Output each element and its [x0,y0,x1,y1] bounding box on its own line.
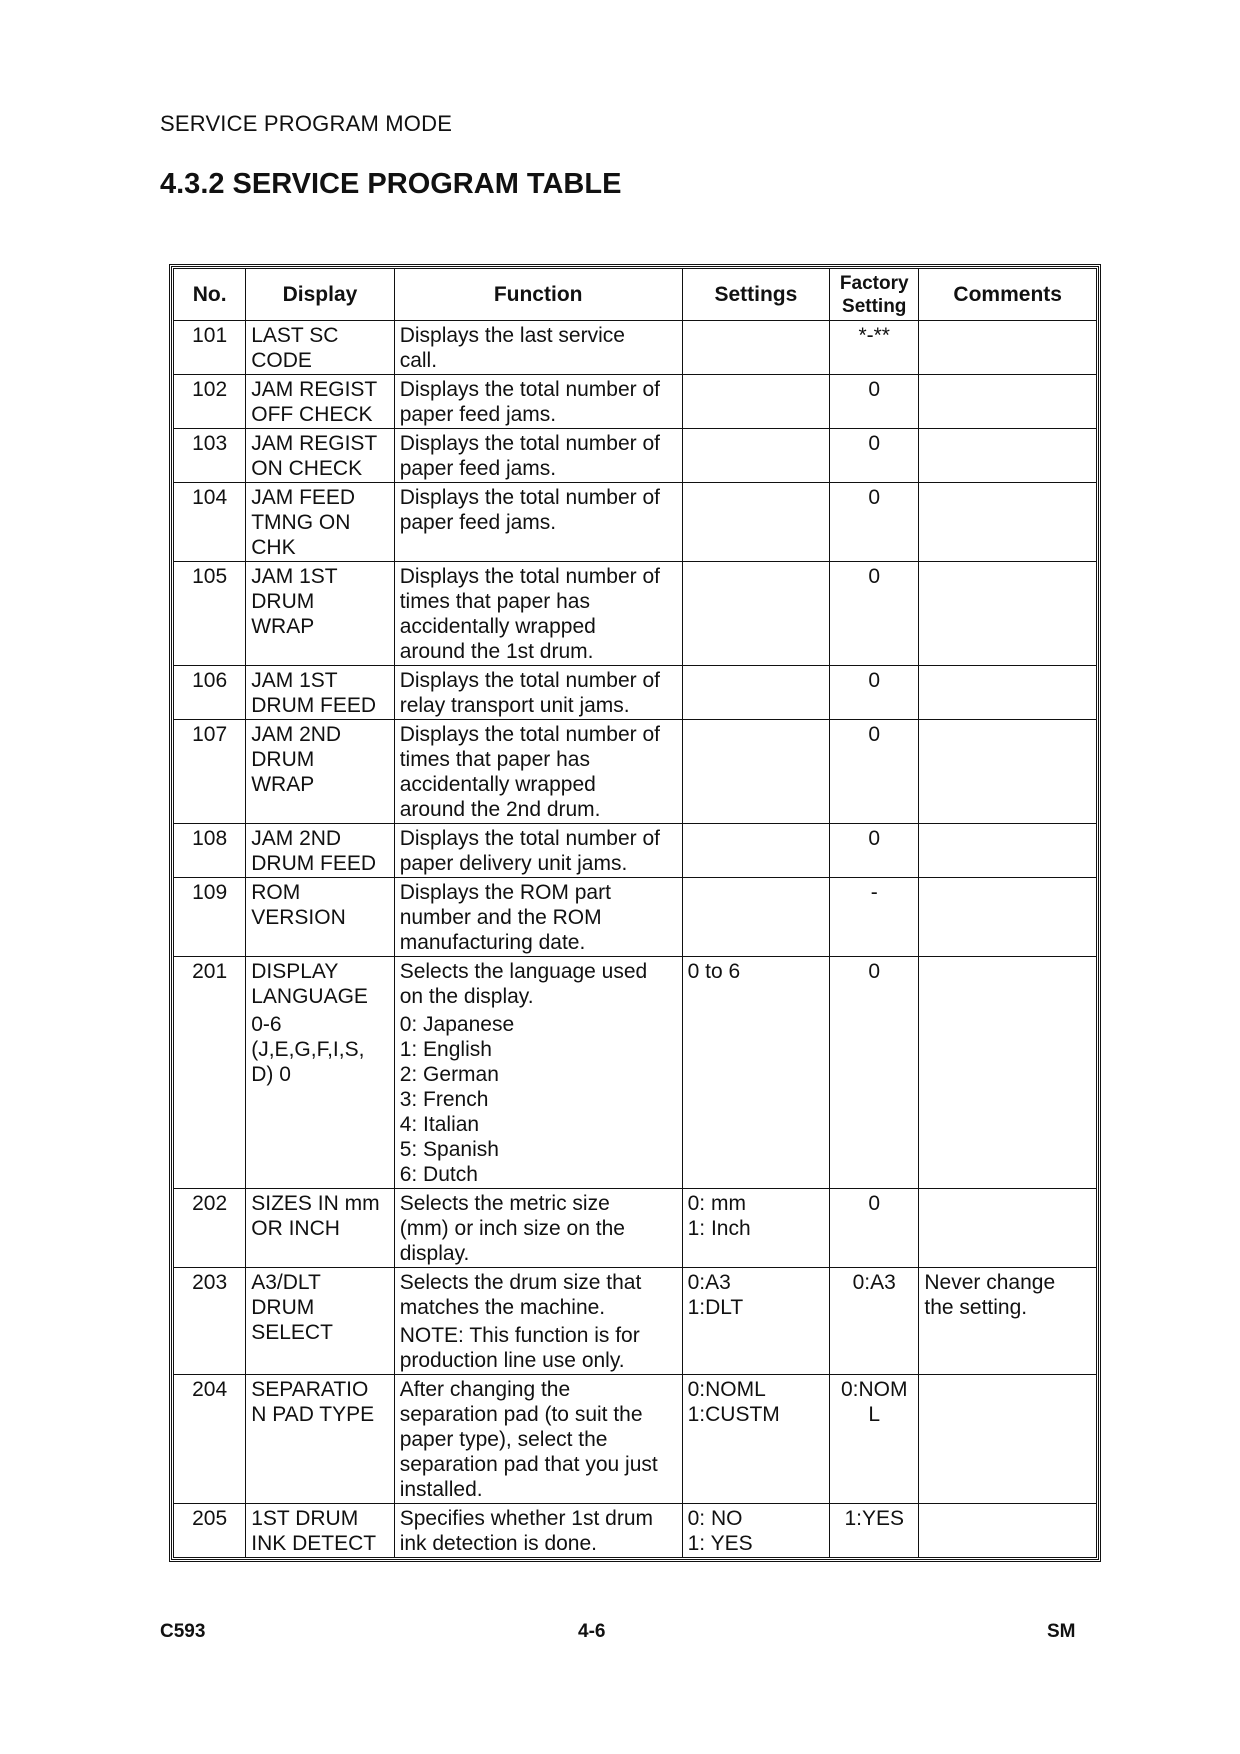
cell-display [246,1268,394,1375]
cell-no: 204 [174,1375,246,1504]
cell-function-line: around the 1st drum. [399,640,594,663]
table-row [174,483,1097,562]
cell-function-line: Selects the drum size that [399,1271,642,1294]
cell-comments [919,957,1097,1189]
cell-no: 109 [174,878,246,957]
cell-factory-setting [830,562,919,666]
cell-function-line: Displays the total number of [399,565,660,588]
cell-display-line: DRUM [251,748,315,771]
cell-function-line: on the display. [399,985,534,1008]
cell-factory-setting [830,483,919,562]
cell-factory-setting-line: 0 [868,565,881,588]
cell-function-line: 5: Spanish [399,1138,499,1161]
cell-display-line: DRUM [251,1296,315,1319]
cell-function [394,1375,682,1504]
cell-function [394,824,682,878]
cell-comments [919,375,1097,429]
table-row [174,824,1097,878]
cell-settings [682,824,829,878]
cell-factory-setting-line: 0 [868,960,881,983]
table-row [174,878,1097,957]
table-row [174,375,1097,429]
cell-display-line: (J,E,G,F,I,S, [251,1038,365,1061]
cell-display-line: N PAD TYPE [251,1403,375,1426]
cell-settings-line: 0:A3 [687,1271,731,1294]
cell-function-line: display. [399,1242,470,1265]
running-head: SERVICE PROGRAM MODE [160,111,453,136]
cell-function [394,321,682,375]
cell-display [246,957,394,1189]
cell-function-line: production line use only. [399,1349,625,1372]
cell-factory-setting-line: 1:YES [844,1507,904,1530]
cell-settings [682,375,829,429]
cell-display-line: ON CHECK [251,457,363,480]
cell-function [394,1504,682,1558]
cell-settings-line: 1: YES [687,1532,753,1555]
cell-factory-setting-line: 0 [868,669,881,692]
cell-comments [919,1268,1097,1375]
cell-display-line: OR INCH [251,1217,340,1240]
table-row [174,1268,1097,1375]
table-header-row [174,269,1097,321]
cell-display-line: D) 0 [251,1063,291,1086]
table-row [174,562,1097,666]
cell-function-line: Displays the ROM part [399,881,611,904]
cell-display [246,824,394,878]
header-comments: Comments [919,269,1097,321]
cell-function-line: Displays the last service [399,324,625,347]
cell-factory-setting [830,1375,919,1504]
cell-display-line: VERSION [251,906,346,929]
cell-display [246,666,394,720]
cell-display-line: DRUM FEED [251,852,377,875]
cell-display-line: JAM REGIST [251,378,378,401]
cell-function [394,562,682,666]
header-factory-setting [830,269,919,321]
header-factory-line2: Setting [842,295,907,317]
cell-function [394,375,682,429]
cell-no: 102 [174,375,246,429]
cell-function [394,1189,682,1268]
footer-manual-code: SM [1047,1621,1076,1642]
cell-settings [682,1268,829,1375]
cell-comments [919,321,1097,375]
cell-factory-setting [830,824,919,878]
cell-factory-setting [830,321,919,375]
table-row [174,666,1097,720]
service-program-table-frame [169,264,1101,1562]
cell-settings [682,957,829,1189]
cell-display [246,429,394,483]
cell-factory-setting-line: *-** [858,324,890,347]
cell-settings-line: 0 to 6 [687,960,741,983]
footer-page-number: 4-6 [578,1621,606,1642]
cell-display [246,878,394,957]
cell-function-line: manufacturing date. [399,931,586,954]
cell-function-line: 6: Dutch [399,1163,478,1186]
cell-function-line: paper delivery unit jams. [399,852,628,875]
cell-display [246,720,394,824]
cell-no: 105 [174,562,246,666]
cell-function-line: separation pad that you just [399,1453,658,1476]
cell-no: 205 [174,1504,246,1558]
cell-factory-setting [830,957,919,1189]
cell-factory-setting-line: 0 [868,827,881,850]
cell-settings [682,483,829,562]
cell-display-line: JAM 2ND [251,827,342,850]
cell-settings-line: 0:NOML [687,1378,766,1401]
cell-comments [919,666,1097,720]
cell-display-line: 0-6 [251,1013,282,1036]
cell-settings [682,720,829,824]
cell-display-line: LANGUAGE [251,985,368,1008]
cell-function-line: Displays the total number of [399,486,660,509]
cell-function-line: Displays the total number of [399,723,660,746]
cell-display-line: WRAP [251,615,315,638]
cell-function-line: Displays the total number of [399,827,660,850]
cell-no: 108 [174,824,246,878]
cell-no: 104 [174,483,246,562]
cell-settings [682,1375,829,1504]
cell-display [246,562,394,666]
cell-function-line: paper feed jams. [399,457,557,480]
cell-settings-line: 1: Inch [687,1217,751,1240]
cell-function-line: times that paper has [399,590,590,613]
cell-function-line: accidentally wrapped [399,615,596,638]
cell-display-line: JAM FEED [251,486,356,509]
cell-comments [919,1375,1097,1504]
cell-display-line: LAST SC [251,324,339,347]
cell-settings [682,666,829,720]
cell-function-line: 3: French [399,1088,489,1111]
cell-function-line: Displays the total number of [399,378,660,401]
cell-factory-setting [830,720,919,824]
cell-settings [682,321,829,375]
cell-display-line: A3/DLT [251,1271,321,1294]
cell-factory-setting [830,375,919,429]
cell-function [394,957,682,1189]
cell-function-line: matches the machine. [399,1296,606,1319]
cell-comments [919,1189,1097,1268]
cell-function-line: Selects the language used [399,960,648,983]
cell-factory-setting-line: 0 [868,432,881,455]
cell-display-line: 1ST DRUM [251,1507,359,1530]
cell-factory-setting-line: 0 [868,723,881,746]
cell-function-line: separation pad (to suit the [399,1403,643,1426]
cell-function [394,878,682,957]
footer-model: C593 [160,1621,206,1642]
cell-function-line: call. [399,349,438,372]
cell-display-line: WRAP [251,773,315,796]
cell-function-line: installed. [399,1478,483,1501]
cell-comments [919,824,1097,878]
header-no: No. [174,269,246,321]
cell-display-line: OFF CHECK [251,403,373,426]
cell-factory-setting-line: 0:A3 [852,1271,896,1294]
cell-settings [682,429,829,483]
cell-no: 107 [174,720,246,824]
cell-display [246,1504,394,1558]
cell-factory-setting [830,666,919,720]
cell-comments [919,483,1097,562]
cell-factory-setting [830,1189,919,1268]
header-factory-line1: Factory [839,272,909,294]
cell-display-line: CHK [251,536,296,559]
cell-function-line: 4: Italian [399,1113,480,1136]
cell-function-line: paper type), select the [399,1428,608,1451]
service-program-table [173,268,1097,1558]
cell-settings-line: 1:CUSTM [687,1403,780,1426]
cell-function [394,666,682,720]
cell-settings-line: 0: mm [687,1192,746,1215]
table-row [174,429,1097,483]
cell-display-line: DRUM FEED [251,694,377,717]
cell-settings [682,1189,829,1268]
section-title: 4.3.2 SERVICE PROGRAM TABLE [160,168,622,200]
cell-display-line: CODE [251,349,312,372]
cell-comments [919,1504,1097,1558]
cell-comments-line: the setting. [924,1296,1028,1319]
cell-no: 103 [174,429,246,483]
cell-display-line: SELECT [251,1321,333,1344]
cell-factory-setting-line: 0 [868,1192,881,1215]
cell-function-line: Displays the total number of [399,432,660,455]
cell-display-line: JAM 1ST [251,565,338,588]
cell-function [394,1268,682,1375]
cell-function-line: around the 2nd drum. [399,798,601,821]
cell-display-line: JAM 1ST [251,669,338,692]
cell-function-line: Selects the metric size [399,1192,610,1215]
cell-factory-setting-line: 0:NOM [840,1378,908,1401]
cell-settings-line: 0: NO [687,1507,743,1530]
cell-display-line: SEPARATIO [251,1378,369,1401]
header-settings: Settings [682,269,829,321]
header-function: Function [394,269,682,321]
cell-settings [682,562,829,666]
cell-settings [682,878,829,957]
cell-function-line: 2: German [399,1063,499,1086]
cell-function-line: Displays the total number of [399,669,660,692]
table-row [174,1504,1097,1558]
cell-function-line: NOTE: This function is for [399,1324,640,1347]
cell-function-line: paper feed jams. [399,511,557,534]
cell-no: 201 [174,957,246,1189]
cell-display-line: DISPLAY [251,960,339,983]
cell-function-line: (mm) or inch size on the [399,1217,625,1240]
cell-settings [682,1504,829,1558]
cell-function-line: After changing the [399,1378,571,1401]
cell-no: 203 [174,1268,246,1375]
cell-display-line: JAM 2ND [251,723,342,746]
cell-factory-setting-line: L [868,1403,881,1426]
cell-function [394,429,682,483]
cell-no: 202 [174,1189,246,1268]
cell-no: 101 [174,321,246,375]
table-body [174,321,1097,1558]
cell-display [246,1375,394,1504]
cell-function-line: accidentally wrapped [399,773,596,796]
cell-display-line: SIZES IN mm [251,1192,380,1215]
cell-display [246,483,394,562]
table-row [174,321,1097,375]
table-row [174,1189,1097,1268]
cell-function-line: Specifies whether 1st drum [399,1507,653,1530]
cell-display-line: INK DETECT [251,1532,377,1555]
cell-factory-setting [830,429,919,483]
cell-comments [919,429,1097,483]
cell-function-line: paper feed jams. [399,403,557,426]
cell-comments [919,720,1097,824]
cell-factory-setting [830,1504,919,1558]
cell-factory-setting [830,878,919,957]
table-row [174,957,1097,1189]
cell-settings-line: 1:DLT [687,1296,744,1319]
cell-display-line: DRUM [251,590,315,613]
cell-display-line: TMNG ON [251,511,351,534]
cell-display-line: JAM REGIST [251,432,378,455]
cell-function-line: 1: English [399,1038,492,1061]
cell-function-line: 0: Japanese [399,1013,515,1036]
cell-comments [919,878,1097,957]
cell-function-line: number and the ROM [399,906,602,929]
cell-comments [919,562,1097,666]
cell-function [394,483,682,562]
cell-comments-line: Never change [924,1271,1056,1294]
cell-function-line: ink detection is done. [399,1532,597,1555]
cell-function-line: times that paper has [399,748,590,771]
cell-display [246,375,394,429]
cell-function-line: relay transport unit jams. [399,694,630,717]
cell-no: 106 [174,666,246,720]
cell-factory-setting [830,1268,919,1375]
cell-function [394,720,682,824]
cell-factory-setting-line: 0 [868,486,881,509]
cell-factory-setting-line: 0 [868,378,881,401]
cell-display-line: ROM [251,881,301,904]
cell-display [246,321,394,375]
header-display: Display [246,269,394,321]
cell-display [246,1189,394,1268]
table-row [174,1375,1097,1504]
table-row [174,720,1097,824]
cell-factory-setting-line: - [870,881,878,904]
